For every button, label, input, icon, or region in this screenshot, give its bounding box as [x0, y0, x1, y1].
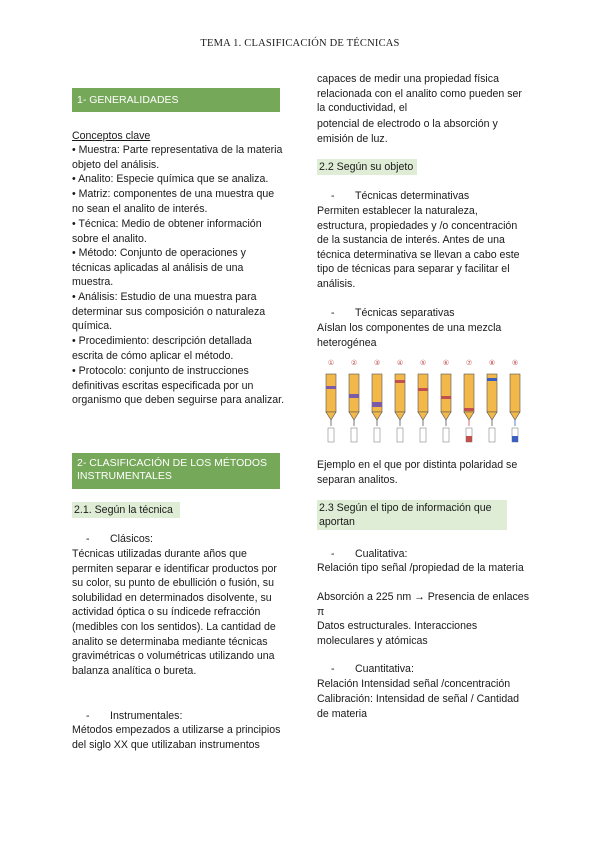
separativas-item: [317, 306, 529, 321]
dash-marker: -: [331, 190, 335, 202]
concept-procedimiento: • Procedimiento: descripción detallada escrita de cómo aplicar el método.: [72, 335, 252, 362]
column-tube: [395, 359, 405, 442]
cualitativa-label: Cualitativa:: [355, 548, 408, 560]
determinativas-text: Permiten establecer la naturaleza, estructura, propiedades y /o concentración de la sustancia de interés. Antes de una técnica determinativa se llevan a cabo este tipo de técnicas para separar y facilitar el análisis.: [317, 205, 520, 290]
determinativas-item: [317, 189, 529, 204]
section-1-heading: 1- GENERALIDADES: [72, 88, 280, 112]
concept-analito: • Analito: Especie química que se analiza.: [72, 173, 269, 185]
cualitativa-item: [317, 547, 529, 562]
concept-metodo: • Método: Conjunto de operaciones y técnicas aplicadas al análisis de una muestra.: [72, 247, 246, 289]
column-tube: [372, 359, 382, 442]
cuantitativa-item: [317, 662, 529, 677]
column-tube: [418, 359, 428, 442]
column-tube: [326, 359, 336, 442]
concept-matriz: • Matriz: componentes de una muestra que no sean el analito de interés.: [72, 188, 275, 215]
column-tube: [349, 359, 359, 442]
instrumentales-label: Instrumentales:: [110, 710, 183, 722]
clasicos-item: [72, 532, 284, 547]
column-tube: [510, 359, 520, 442]
cualitativa-line-2: Absorción a 225 nm → Presencia de enlaces π: [317, 591, 529, 618]
section-2-2-heading: 2.2 Según su objeto: [317, 159, 417, 175]
tube-label: ①: [327, 359, 335, 367]
example-text: Ejemplo en el que por distinta polaridad se separan analitos.: [317, 459, 518, 486]
determinativas-label: Técnicas determinativas: [355, 190, 470, 202]
dash-marker: -: [86, 533, 90, 545]
concept-protocolo: • Protocolo: conjunto de instrucciones definitivas escritas especificada por un organismo que deben seguirse para analizar.: [72, 365, 285, 407]
chromatography-svg: [317, 356, 523, 446]
clasicos-text: Técnicas utilizadas durante años que permiten separar e identificar productos por su color, su punto de ebullición o fusión, su solubilidad en determinados disolvente, su actividad óptica o su índicede refracción (medibles con los sentidos). La cantidad de analito se determinaba mediante técnicas gravimétricas o volumétricas utilizando una balanza analítica o bureta.: [72, 548, 277, 677]
separativas-text: Aíslan los componentes de una mezcla heterogénea: [317, 322, 502, 349]
dash-marker: -: [331, 548, 335, 560]
dash-marker: -: [331, 663, 335, 675]
tube-label: ⑧: [488, 359, 496, 367]
dash-marker: -: [331, 307, 335, 319]
continuation-text: capaces de medir una propiedad física relacionada con el analito como pueden ser la conductividad, el: [317, 73, 522, 115]
column-tube: [464, 359, 474, 442]
cuantitativa-line-2: Calibración: Intensidad de señal / Cantidad de materia: [317, 693, 520, 720]
tube-label: ⑤: [419, 359, 427, 367]
separativas-label: Técnicas separativas: [355, 307, 455, 319]
clasicos-label: Clásicos:: [110, 533, 153, 545]
continuation-text-2: potencial de electrodo o la absorción y emisión de luz.: [317, 118, 498, 145]
chromatography-illustration: [317, 356, 523, 446]
tube-label: ③: [373, 359, 381, 367]
cuantitativa-label: Cuantitativa:: [355, 663, 414, 675]
cuantitativa-line-1: Relación Intensidad señal /concentración: [317, 678, 511, 690]
concept-tecnica: • Técnica: Medio de obtener información sobre el analito.: [72, 218, 262, 245]
tube-label: ⑦: [465, 359, 473, 367]
cualitativa-line-3: Datos estructurales. Interacciones moleculares y atómicas: [317, 620, 478, 647]
section-2-3-heading: 2.3 Según el tipo de información que aportan: [317, 500, 507, 530]
column-tube: [441, 359, 451, 442]
section-2-heading: 2- CLASIFICACIÓN DE LOS MÉTODOS INSTRUMENTALES: [72, 453, 280, 489]
tube-label: ④: [396, 359, 404, 367]
page-title: TEMA 1. CLASIFICACIÓN DE TÉCNICAS: [200, 38, 400, 49]
cualitativa-line-1: Relación tipo señal /propiedad de la materia: [317, 562, 524, 574]
dash-marker: -: [86, 710, 90, 722]
section-2-1-heading: 2.1. Según la técnica: [72, 502, 180, 518]
tube-label: ⑨: [511, 359, 519, 367]
concepts-heading: Conceptos clave: [72, 130, 151, 142]
concept-analisis: • Análisis: Estudio de una muestra para determinar sus composición o naturaleza química.: [72, 291, 266, 333]
instrumentales-text: Métodos empezados a utilizarse a principios del siglo XX que utilizaban instrumentos: [72, 724, 281, 751]
tube-label: ②: [350, 359, 358, 367]
instrumentales-item: [72, 709, 284, 724]
concept-muestra: • Muestra: Parte representativa de la materia objeto del análisis.: [72, 144, 283, 171]
tube-label: ⑥: [442, 359, 450, 367]
column-tube: [487, 359, 497, 442]
